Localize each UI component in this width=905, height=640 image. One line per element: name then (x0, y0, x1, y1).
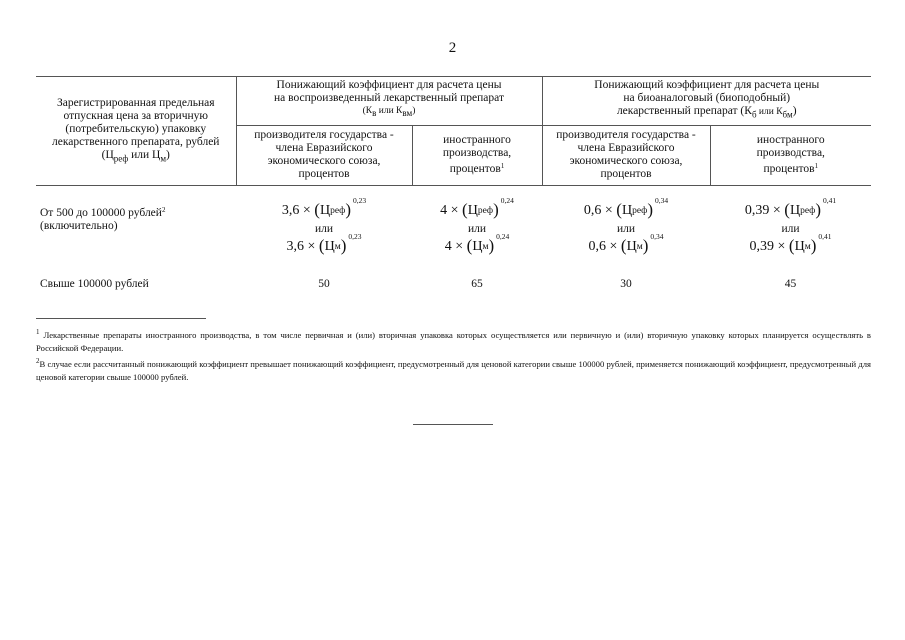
price-letter: Ц (319, 203, 331, 219)
row-label (40, 204, 236, 220)
group-header-line: Понижающий коэффициент для расчета цены (276, 79, 502, 91)
formula-ref: 0,6 × ( Ц реф ) 0,34 (542, 200, 710, 222)
row-label: (включительно) (40, 220, 118, 233)
paren: ) (345, 200, 351, 220)
paren: ( (616, 200, 622, 220)
footnote-text: Лекарственные препараты иностранного производства, в том числе первичная и (или) вторичная упаковка которых осуществляется или первичную и (или) вторичную упаковку которых планируется осуществлять в Российской Федерации. (36, 330, 871, 353)
text-part: или К (376, 106, 403, 116)
subscript: м (334, 242, 341, 253)
subheader-foreign (412, 126, 542, 186)
subscript: м (636, 242, 643, 253)
formula-m: 0,6 × ( Ц м ) 0,34 (542, 236, 710, 258)
paren: ) (642, 236, 649, 256)
formula-ref: 3,6 × ( Ц реф ) 0,23 (236, 200, 412, 222)
value-cell: 45 (784, 278, 797, 291)
coefficient: 4 (444, 239, 452, 255)
exponent: 0,24 (496, 232, 510, 242)
subscript: бм (782, 109, 793, 120)
price-letter: Ц (794, 239, 805, 255)
footnote-text: В случае если рассчитанный понижающий коэффициент превышает понижающий коэффициент, предусмотренный для ценовой категории свыше 100000 рублей, применяется понижающий коэффициент, предусмотренный для ценовой категории свыше 100000 рублей. (36, 359, 871, 382)
price-letter: Ц (621, 203, 633, 219)
or-text: или (467, 223, 487, 236)
formula-cell (710, 186, 871, 259)
subheader-domestic (236, 126, 412, 186)
subscript: в (372, 107, 377, 118)
price-letter: Ц (472, 239, 483, 255)
subscript: реф (477, 206, 494, 217)
text-part: ) (412, 106, 416, 116)
group-header-line (547, 105, 868, 121)
subheader-line: члена Евразийского (577, 142, 675, 155)
text-part: ) (792, 105, 797, 117)
subheader-line: экономического союза, (267, 155, 381, 168)
text-part: От 500 до 100000 рублей (40, 207, 162, 220)
subscript: б (751, 109, 757, 120)
subheader-line: иностранного (756, 134, 825, 147)
paren: ) (488, 236, 495, 256)
paren: ( (788, 236, 795, 256)
subscript: вм (402, 107, 413, 118)
subscript: м (804, 242, 811, 253)
group-header-reproduced (236, 77, 542, 126)
formula-ref: 0,39 × ( Ц реф ) 0,41 (710, 200, 871, 222)
footnote-ref: 1 (500, 162, 505, 171)
paren: ( (318, 236, 325, 256)
subheader-line (417, 160, 538, 176)
text-part: лекарственный препарат (К (616, 105, 752, 117)
subscript: м (160, 153, 167, 164)
paren: ) (810, 236, 817, 256)
subheader-line: иностранного (443, 134, 511, 147)
group-header-line (241, 105, 538, 120)
formula-m: 3,6 × ( Ц м ) 0,23 (236, 236, 412, 258)
formula-cell (542, 186, 710, 259)
paren: ( (784, 200, 790, 220)
exponent: 0,34 (650, 232, 664, 242)
exponent: 0,24 (500, 196, 514, 206)
footnote-ref: 2 (161, 206, 166, 215)
or-text: или (314, 223, 334, 236)
coefficient: 0,39 (749, 239, 774, 255)
text-part: ) (166, 149, 170, 161)
price-letter: Ц (324, 239, 335, 255)
row-header-line: лекарственного препарата, рублей (52, 136, 220, 148)
subscript: реф (113, 153, 129, 164)
price-letter: Ц (789, 203, 801, 219)
subheader-foreign (710, 126, 871, 186)
formula-cell (236, 186, 412, 259)
paren: ) (647, 200, 653, 220)
coefficient: 0,6 (583, 203, 602, 219)
text-part: процентов (449, 163, 501, 176)
subheader-line: производителя государства - (556, 129, 696, 142)
exponent: 0,41 (818, 232, 832, 242)
subheader-line: члена Евразийского (275, 142, 373, 155)
formula-ref: 4 × ( Ц реф ) 0,24 (412, 200, 542, 222)
text-part: (К (362, 106, 373, 116)
footnote-1 (36, 326, 871, 355)
table-header-row-1 (36, 77, 871, 126)
formula-m: 0,39 × ( Ц м ) 0,41 (710, 236, 871, 258)
subheader-line (715, 160, 868, 176)
exponent: 0,23 (353, 196, 367, 206)
value-cell: 50 (318, 278, 330, 291)
page-number: 2 (448, 40, 457, 56)
group-header-biosimilar (542, 77, 871, 126)
text-part: (Ц (101, 149, 114, 161)
value-cell: 30 (620, 278, 632, 291)
paren: ( (462, 200, 468, 220)
paren: ) (815, 200, 821, 220)
paren: ( (620, 236, 627, 256)
row-header-line: Зарегистрированная предельная (56, 97, 215, 109)
row-header-cell (36, 77, 236, 186)
paren: ( (466, 236, 473, 256)
row-label: Свыше 100000 рублей (40, 278, 149, 291)
footnote-ref: 1 (814, 162, 819, 171)
coefficient: 0,39 (744, 203, 770, 219)
exponent: 0,34 (655, 196, 669, 206)
group-header-line: на воспроизведенный лекарственный препарат (274, 92, 504, 104)
paren: ) (493, 200, 499, 220)
text-part: процентов (763, 163, 815, 176)
formula-m: 4 × ( Ц м ) 0,24 (412, 236, 542, 258)
coefficient-table (36, 76, 871, 291)
coefficient: 0,6 (588, 239, 606, 255)
paren: ( (314, 200, 320, 220)
subheader-line: экономического союза, (569, 155, 683, 168)
subheader-domestic (542, 126, 710, 186)
footnote-mark: 2 (36, 357, 40, 365)
text-part: или К (756, 107, 783, 117)
or-text: или (781, 223, 800, 236)
formula-cell (412, 186, 542, 259)
price-letter: Ц (467, 203, 478, 219)
text-part: или Ц (128, 149, 161, 161)
group-header-line: на биоаналоговый (биоподобный) (623, 92, 791, 104)
subheader-line: производства, (756, 147, 825, 160)
row-header-line (42, 149, 230, 165)
subheader-line: производителя государства - (254, 129, 394, 142)
end-divider (413, 424, 493, 425)
subscript: реф (800, 206, 816, 217)
row-label-cell (36, 186, 236, 259)
footnote-2 (36, 355, 871, 384)
price-letter: Ц (626, 239, 637, 255)
coefficient: 3,6 (281, 203, 300, 219)
value-cell: 65 (471, 278, 483, 291)
footnotes (36, 326, 871, 384)
subscript: м (482, 242, 489, 253)
subheader-line: процентов (600, 168, 652, 181)
subscript: реф (632, 206, 648, 217)
table-row-above-100000 (36, 258, 871, 291)
exponent: 0,23 (348, 232, 362, 242)
subheader-line: процентов (298, 168, 350, 181)
subheader-line: производства, (442, 147, 512, 160)
row-header-line: отпускная цена за вторичную (63, 110, 208, 122)
footnote-mark: 1 (36, 328, 40, 336)
coefficient: 3,6 (286, 239, 304, 255)
exponent: 0,41 (823, 196, 837, 206)
or-text: или (616, 223, 636, 236)
paren: ) (340, 236, 347, 256)
coefficient: 4 (440, 203, 448, 219)
row-header-line: (потребительскую) упаковку (65, 123, 207, 135)
table-row-range-500-100000 (36, 186, 871, 259)
group-header-line: Понижающий коэффициент для расчета цены (594, 79, 820, 91)
footnote-separator (36, 318, 206, 319)
subscript: реф (330, 206, 346, 217)
